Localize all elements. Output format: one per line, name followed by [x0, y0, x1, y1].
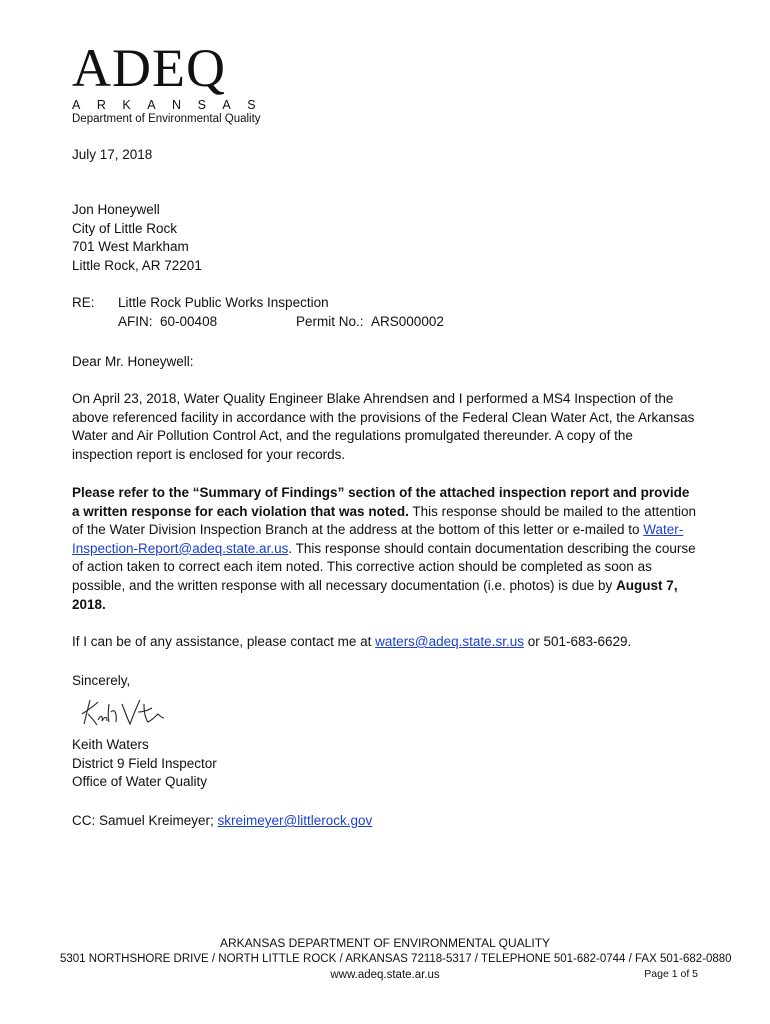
footer-website: www.adeq.state.ar.us	[330, 969, 440, 981]
paragraph-contact	[72, 633, 697, 652]
paragraph-response-request	[72, 484, 697, 614]
contact-text-b: or 501-683-6629.	[523, 634, 632, 649]
due-date: August 7, 2018.	[72, 577, 678, 612]
contact-text-a: If I can be of any assistance, please contact me at	[72, 634, 376, 649]
afin-value: 60-00408	[160, 313, 218, 329]
closing: Sincerely,	[72, 673, 131, 688]
recipient-street: 701 West Markham	[72, 239, 189, 255]
permit-line	[296, 313, 444, 332]
signer-title: District 9 Field Inspector	[72, 755, 217, 771]
recipient-city-state-zip: Little Rock, AR 72201	[72, 257, 202, 273]
cc-label: CC: Samuel Kreimeyer;	[72, 813, 218, 828]
re-subject: Little Rock Public Works Inspection	[118, 295, 329, 310]
recipient-name: Jon Honeywell	[72, 202, 160, 217]
inspector-email-link[interactable]: waters@adeq.state.sr.us	[375, 634, 524, 649]
response-text-a: This response should be mailed to the attention of the Water Division Inspection Branch at the address at the bottom of this letter or e-mailed to	[72, 503, 697, 538]
salutation: Dear Mr. Honeywell:	[72, 354, 194, 369]
signer-name: Keith Waters	[72, 737, 149, 752]
re-label: RE:	[72, 295, 95, 310]
paragraph-inspection: On April 23, 2018, Water Quality Engineer Blake Ahrendsen and I performed a MS4 Inspection of the above referenced facility in accordance with the provisions of the Federal Clean Water Act, the Arkansas Water and Air Pollution Control Act, and the regulations promulgated thereunder. A copy of the inspection report is enclosed for your records.	[72, 391, 695, 462]
afin-label: AFIN:	[118, 313, 153, 329]
footer-org: ARKANSAS DEPARTMENT OF ENVIRONMENTAL QUALITY	[219, 936, 551, 950]
recipient-organization: City of Little Rock	[72, 220, 178, 236]
logo-wordmark: ADEQ	[72, 38, 226, 98]
logo-department-name: Department of Environmental Quality	[72, 113, 261, 125]
inspection-report-email-link[interactable]: Water-Inspection-Report@adeq.state.ar.us	[72, 522, 684, 556]
adeq-logo	[72, 40, 292, 126]
re-block	[72, 294, 444, 331]
signer-office: Office of Water Quality	[72, 774, 208, 790]
afin-line	[118, 313, 296, 332]
signer-block	[72, 736, 217, 792]
recipient-address	[72, 201, 202, 275]
permit-label: Permit No.:	[296, 313, 364, 329]
signature	[78, 694, 168, 730]
permit-value: ARS000002	[371, 313, 444, 329]
cc-email-link[interactable]: skreimeyer@littlerock.gov	[217, 813, 373, 828]
logo-state-name: ARKANSAS	[72, 98, 273, 112]
letterhead-footer	[60, 935, 732, 983]
letter-date: July 17, 2018	[72, 147, 153, 162]
page-number: Page 1 of 5	[644, 968, 698, 980]
findings-instruction: Please refer to the “Summary of Findings” section of the attached inspection report and provide a written response for each violation that was noted.	[72, 485, 690, 519]
response-text-b: . This response should contain documentation describing the course of action taken to correct each item noted. This corrective action should be completed as soon as possible, and the written response with all necessary documentation (i.e. photos) is due by	[72, 540, 696, 593]
footer-address: 5301 NORTHSHORE DRIVE / NORTH LITTLE ROCK / ARKANSAS 72118-5317 / TELEPHONE 501-682-0744 / FAX 501-682-0880	[60, 953, 732, 965]
cc-line	[72, 812, 372, 831]
